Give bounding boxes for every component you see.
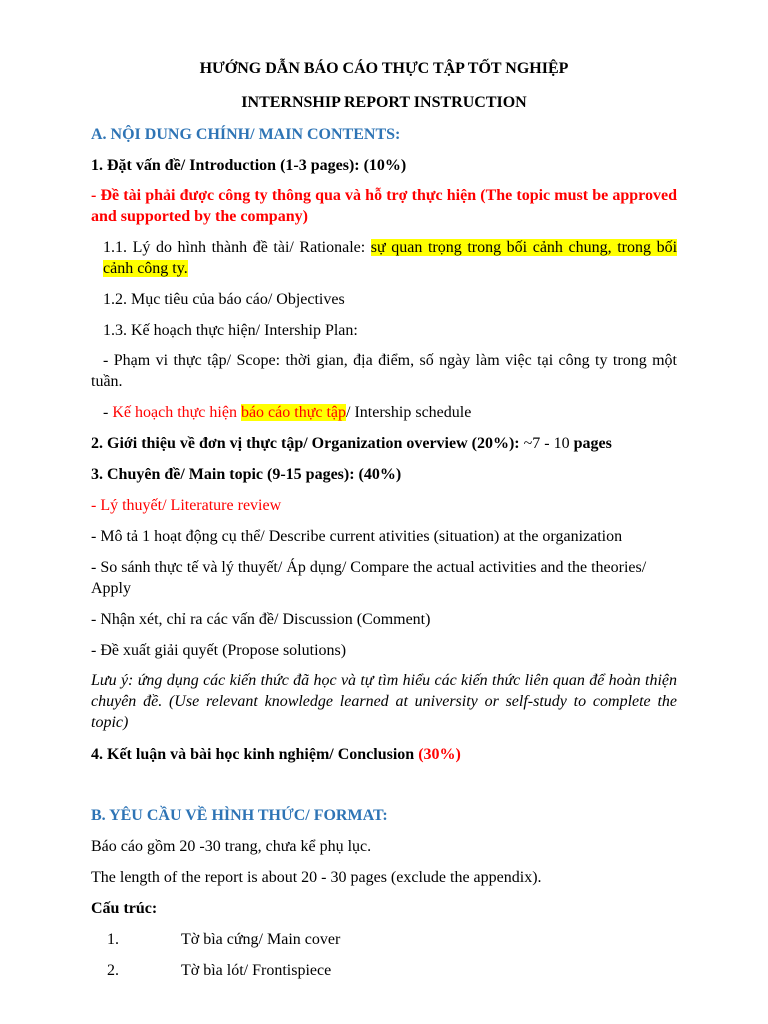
item1-1-highlight: sự quan trọng trong bối cảnh chung, trong bối cảnh công ty.	[103, 239, 678, 277]
item1-2: 1.2. Mục tiêu của báo cáo/ Objectives	[103, 291, 345, 308]
plan-dash: -	[103, 404, 113, 421]
structure-item-number: 2.	[107, 962, 119, 979]
item3-discussion: - Nhận xét, chỉ ra các vấn đề/ Discussion (Comment)	[91, 611, 431, 628]
item2-heading: 2. Giới thiệu về đơn vị thực tập/ Organization overview (20%):	[91, 435, 520, 452]
item3-heading: 3. Chuyên đề/ Main topic (9-15 pages): (40%)	[91, 466, 402, 483]
structure-item-text: Tờ bìa lót/ Frontispiece	[181, 962, 332, 979]
item1-note: - Đề tài phải được công ty thông qua và hỗ trợ thực hiện (The topic must be approved and supported by the company)	[91, 187, 677, 225]
item4-line	[91, 744, 677, 765]
item3-literature-line	[91, 495, 677, 516]
plan-highlight: báo cáo thực tập	[240, 404, 347, 421]
item4-percent: (30%)	[418, 746, 461, 763]
structure-item-text: Tờ bìa cứng/ Main cover	[181, 931, 341, 948]
item3-propose: - Đề xuất giải quyết (Propose solutions)	[91, 642, 347, 659]
section-b-heading: B. YÊU CẦU VỀ HÌNH THỨC/ FORMAT:	[91, 807, 388, 824]
item2-pages: pages	[573, 435, 612, 452]
note-paragraph: Lưu ý: ứng dụng các kiến thức đã học và tự tìm hiểu các kiến thức liên quan để hoàn thiện chuyên đề. (Use relevant knowledge learned at university or self-study to complete the topic)	[91, 672, 677, 731]
item1-1-paragraph	[103, 237, 677, 279]
structure-item-number: 1.	[107, 931, 119, 948]
length-english: The length of the report is about 20 - 30 pages (exclude the appendix).	[91, 869, 542, 886]
item4-heading: 4. Kết luận và bài học kinh nghiệm/ Conclusion	[91, 746, 419, 763]
item2-range: ~7 - 10	[519, 435, 574, 452]
title-vietnamese: HƯỚNG DẪN BÁO CÁO THỰC TẬP TỐT NGHIỆP	[199, 60, 569, 77]
item3-compare: - So sánh thực tế và lý thuyết/ Áp dụng/ Compare the actual activities and the theories/ Apply	[91, 559, 647, 597]
plan-red-text: Kế hoạch thực hiện	[112, 404, 241, 421]
item3-dash: -	[91, 497, 101, 514]
item3-describe: - Mô tả 1 hoạt động cụ thể/ Describe current ativities (situation) at the organization	[91, 528, 623, 545]
title-english: INTERNSHIP REPORT INSTRUCTION	[241, 94, 527, 111]
scope-paragraph: - Phạm vi thực tập/ Scope: thời gian, địa điểm, số ngày làm việc tại công ty trong một tuần.	[91, 352, 677, 390]
length-vietnamese: Báo cáo gồm 20 -30 trang, chưa kể phụ lục.	[91, 838, 372, 855]
item3-literature: Lý thuyết/ Literature review	[100, 497, 282, 514]
section-a-heading: A. NỘI DUNG CHÍNH/ MAIN CONTENTS:	[91, 126, 401, 143]
item1-3: 1.3. Kế hoạch thực hiện/ Intership Plan:	[103, 322, 358, 339]
plan-rest: / Intership schedule	[346, 404, 472, 421]
item1-heading: 1. Đặt vấn đề/ Introduction (1-3 pages): (10%)	[91, 157, 407, 174]
item1-1-label: 1.1. Lý do hình thành đề tài/ Rationale:	[103, 239, 371, 256]
item2-line	[91, 433, 677, 454]
plan-line	[103, 402, 677, 423]
structure-label: Cấu trúc:	[91, 900, 158, 917]
